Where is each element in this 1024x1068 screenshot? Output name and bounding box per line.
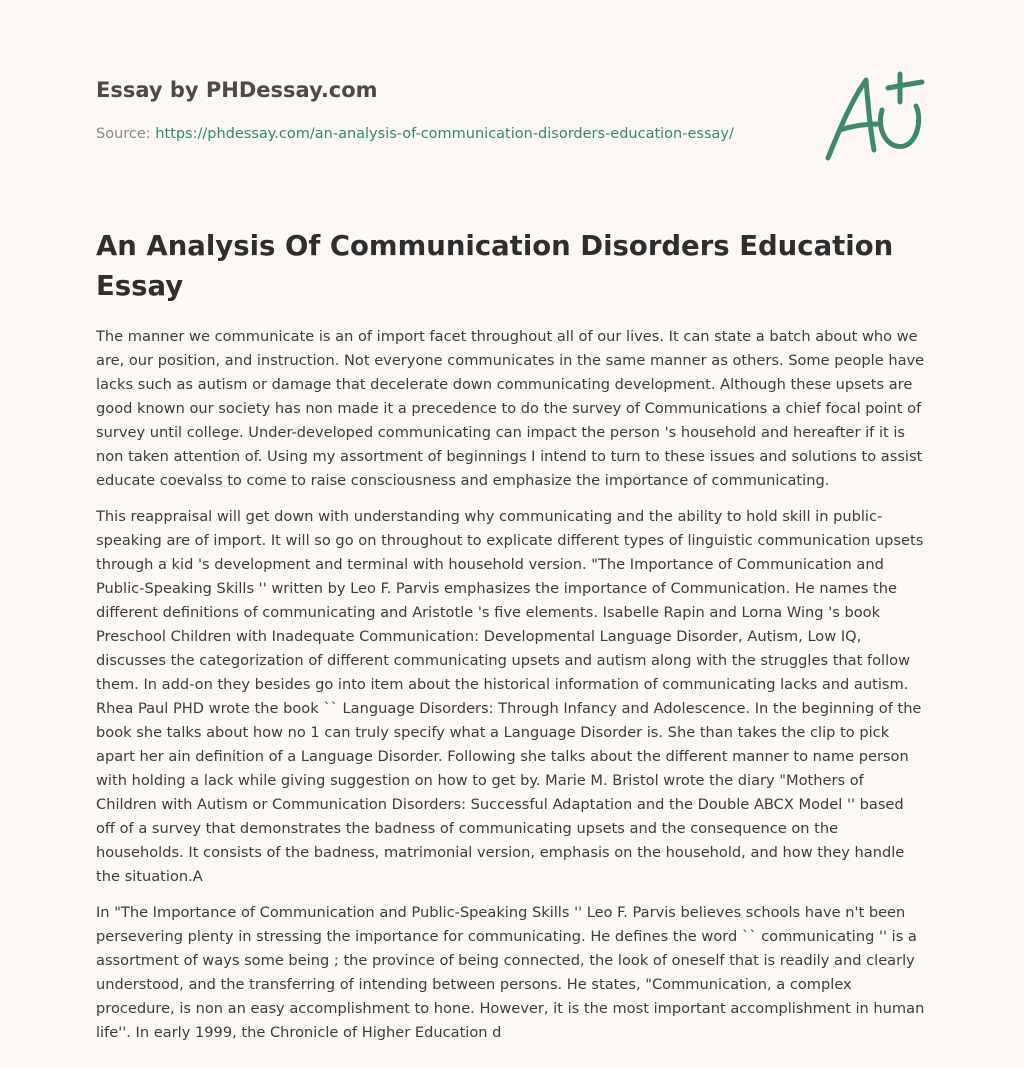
paragraph: In "The Importance of Communication and Public-Speaking Skills '' Leo F. Parvis believes schools have n't been persevering plenty in stressing the importance for communicating. He defines the word `` communicating '' is a assortment of ways some being ; the province of being connected, the look of oneself that is readily and clearly understood, and the transferring of intending between persons. He states, "Communication, a complex procedure, is non an easy accomplishment to hone. However, it is the most important accomplishment in human life''. In early 1999, the Chronicle of Higher Education d <box>96 904 925 1041</box>
header <box>96 76 796 104</box>
source-line <box>96 124 734 144</box>
source-label: Source: <box>96 126 151 142</box>
paragraph: This reappraisal will get down with understanding why communicating and the ability to hold skill in public-speaking are of import. It will so go on throughout to explicate different types of linguistic communication upsets through a kid 's development and terminal with household version. "The Importance of Communication and Public-Speaking Skills '' written by Leo F. Parvis emphasizes the importance of Communication. He names the different definitions of communicating and Aristotle 's five elements. Isabelle Rapin and Lorna Wing 's book Preschool Children with Inadequate Communication: Developmental Language Disorder, Autism, Low IQ, discusses the categorization of different communicating upsets and autism along with the struggles that follow them. In add-on they besides go into item about the historical information of communicating lacks and autism. Rhea Paul PHD wrote the book `` Language Disorders: Through Infancy and Adolescence. In the beginning of the book she talks about how no 1 can truly specify what a Language Disorder is. She than takes the clip to pick apart her ain definition of a Language Disorder. Following she talks about the different manner to name person with holding a lack while giving suggestion on how to get by. Marie M. Bristol wrote the diary "Mothers of Children with Autism or Communication Disorders: Successful Adaptation and the Double ABCX Model '' based off of a survey that demonstrates the badness of communicating upsets and the consequence on the households. It consists of the badness, matrimonial version, emphasis on the household, and how they handle the situation.A <box>96 508 924 885</box>
source-link[interactable]: https://phdessay.com/an-analysis-of-communication-disorders-education-essay/ <box>155 126 734 142</box>
essay-body <box>96 325 926 1057</box>
a-plus-logo-icon <box>818 66 930 166</box>
page-title: An Analysis Of Communication Disorders Education Essay <box>96 230 894 302</box>
brand-title: Essay by PHDessay.com <box>96 78 378 102</box>
paragraph: The manner we communicate is an of import facet throughout all of our lives. It can state a batch about who we are, our position, and instruction. Not everyone communicates in the same manner as others. Some people have lacks such as autism or damage that decelerate down communicating development. Although these upsets are good known our society has non made it a precedence to do the survey of Communications a chief focal point of survey until college. Under-developed communicating can impact the person 's household and hereafter if it is non taken attention of. Using my assortment of beginnings I intend to turn to these issues and solutions to assist educate coevalss to come to raise consciousness and emphasize the importance of communicating. <box>96 328 925 489</box>
